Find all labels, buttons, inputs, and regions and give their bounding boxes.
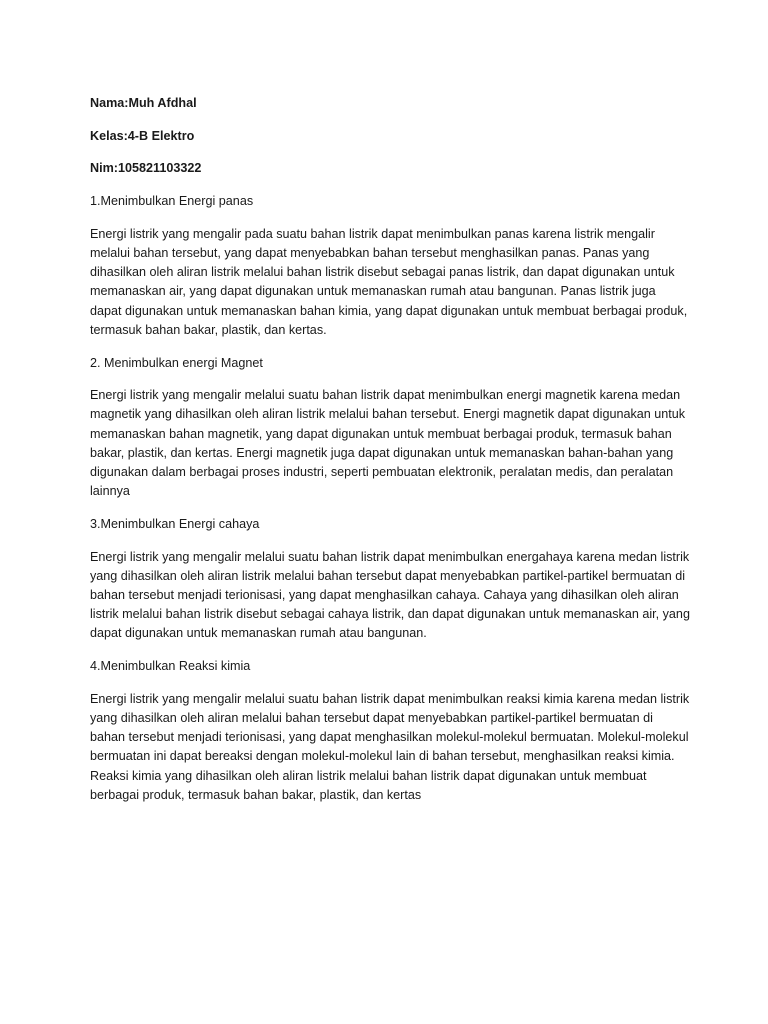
section-2-title: 2. Menimbulkan energi Magnet	[90, 355, 263, 370]
student-nim: Nim:105821103322	[90, 161, 202, 176]
section-4-body: Energi listrik yang mengalir melalui suatu bahan listrik dapat menimbulkan reaksi kimia karena medan listrik yang dihasilkan oleh aliran melalui bahan tersebut dapat menyebabkan partikel-partikel bermuatan di bahan tersebut menjadi terionisasi, yang dapat menghasilkan molekul-molekul bermuatan. Molekul-molekul bermuatan ini dapat bereaksi dengan molekul-molekul lain di bahan tersebut, menghasilkan reaksi kimia. Reaksi kimia yang dihasilkan oleh aliran listrik melalui bahan listrik dapat digunakan untuk membuat berbagai produk, termasuk bahan bakar, plastik, dan kertas	[90, 691, 690, 802]
section-3-body: Energi listrik yang mengalir melalui suatu bahan listrik dapat menimbulkan energahaya karena medan listrik yang dihasilkan oleh aliran listrik melalui bahan tersebut dapat menyebabkan partikel-partikel bermuatan di bahan tersebut menjadi terionisasi, yang dapat menghasilkan cahaya. Cahaya yang dihasilkan oleh aliran listrik melalui bahan listrik disebut sebagai cahaya listrik, dan dapat digunakan untuk memanaskan air, yang dapat digunakan untuk memanaskan rumah atau bangunan.	[90, 549, 690, 641]
document-body	[90, 94, 690, 819]
section-4-title: 4.Menimbulkan Reaksi kimia	[90, 659, 251, 674]
section-1-title: 1.Menimbulkan Energi panas	[90, 194, 254, 209]
section-3-title: 3.Menimbulkan Energi cahaya	[90, 516, 260, 531]
student-class: Kelas:4-B Elektro	[90, 128, 195, 143]
section-1-body: Energi listrik yang mengalir pada suatu bahan listrik dapat menimbulkan panas karena listrik mengalir melalui bahan tersebut, yang dapat menyebabkan bahan tersebut menghasilkan panas. Panas yang dihasilkan oleh aliran listrik melalui bahan listrik disebut sebagai panas listrik, dan dapat digunakan untuk memanaskan air, yang dapat digunakan untuk memanaskan rumah atau bangunan. Panas listrik juga dapat digunakan untuk memanaskan bahan kimia, yang dapat digunakan untuk membuat berbagai produk, termasuk bahan bakar, plastik, dan kertas.	[90, 226, 688, 337]
section-2-body: Energi listrik yang mengalir melalui suatu bahan listrik dapat menimbulkan energi magnetik karena medan magnetik yang dihasilkan oleh aliran listrik melalui bahan tersebut. Energi magnetik dapat digunakan untuk memanaskan bahan magnetik, yang dapat digunakan untuk membuat berbagai produk, termasuk bahan bakar, plastik, dan kertas. Energi magnetik juga dapat digunakan untuk memanaskan bahan-bahan yang digunakan dalam berbagai proses industri, seperti pembuatan elektronik, peralatan medis, dan peralatan lainnya	[90, 388, 686, 499]
student-name: Nama:Muh Afdhal	[90, 96, 197, 110]
